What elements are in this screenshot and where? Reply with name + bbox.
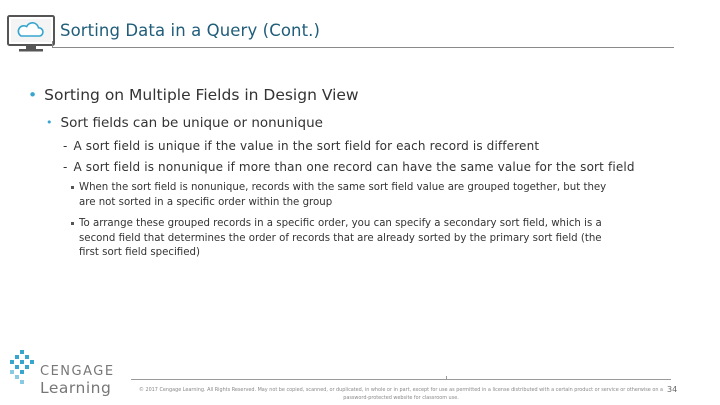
slide-title: Sorting Data in a Query (Cont.): [60, 21, 321, 40]
square-bullet-icon: [71, 222, 74, 225]
bullet-level4-line: first sort field specified): [79, 247, 200, 258]
bullet-level1: [28, 86, 359, 104]
bullet-level2-text: Sort fields can be unique or nonunique: [60, 115, 323, 131]
bullet-level3-text: A sort field is unique if the value in the sort field for each record is different: [73, 139, 540, 153]
bullet-level4-line: are not sorted in a specific order within the group: [79, 196, 333, 208]
bullet-dot-icon: •: [46, 116, 53, 129]
page-number: 34: [667, 385, 678, 394]
square-bullet-icon: [71, 186, 74, 189]
dash-bullet-icon: -: [63, 139, 68, 153]
bullet-level4-item: [79, 217, 691, 261]
copyright-line: © 2017 Cengage Learning. All Rights Reserved. May not be copied, scanned, or duplicated, in whole or in part, except for use as permitted in a license distributed with a certain product or service or otherwise on a: [139, 387, 663, 393]
bullet-level2: [46, 115, 323, 131]
bullet-level3-text: A sort field is nonunique if more than one record can have the same value for the sort field: [73, 160, 635, 174]
bullet-dot-icon: •: [28, 86, 38, 104]
bullet-level4-line: second field that determines the order of records that are already sorted by the primary sort field (the: [79, 232, 602, 244]
bullet-level4-line: When the sort field is nonunique, records with the same sort field value are grouped together, but they: [79, 182, 607, 193]
footer-divider: [131, 379, 671, 380]
bullet-level3-item: [63, 160, 635, 174]
dash-bullet-icon: -: [63, 160, 68, 174]
bullet-level3-item: [63, 139, 539, 153]
logo-wordmark-bottom: Learning: [40, 379, 112, 397]
bullet-level4-line: To arrange these grouped records in a specific order, you can specify a secondary sort field, which is a: [79, 218, 602, 229]
logo-wordmark-top: CENGAGE: [40, 364, 115, 379]
bullet-level1-text: Sorting on Multiple Fields in Design View: [44, 86, 359, 104]
monitor-cloud-icon: [6, 14, 56, 54]
bullet-level4-item: [79, 181, 691, 210]
copyright-notice: [131, 386, 671, 402]
title-divider: [52, 47, 674, 48]
copyright-line: password-protected website for classroom use.: [343, 395, 459, 401]
cengage-logo-icon: [8, 348, 36, 386]
